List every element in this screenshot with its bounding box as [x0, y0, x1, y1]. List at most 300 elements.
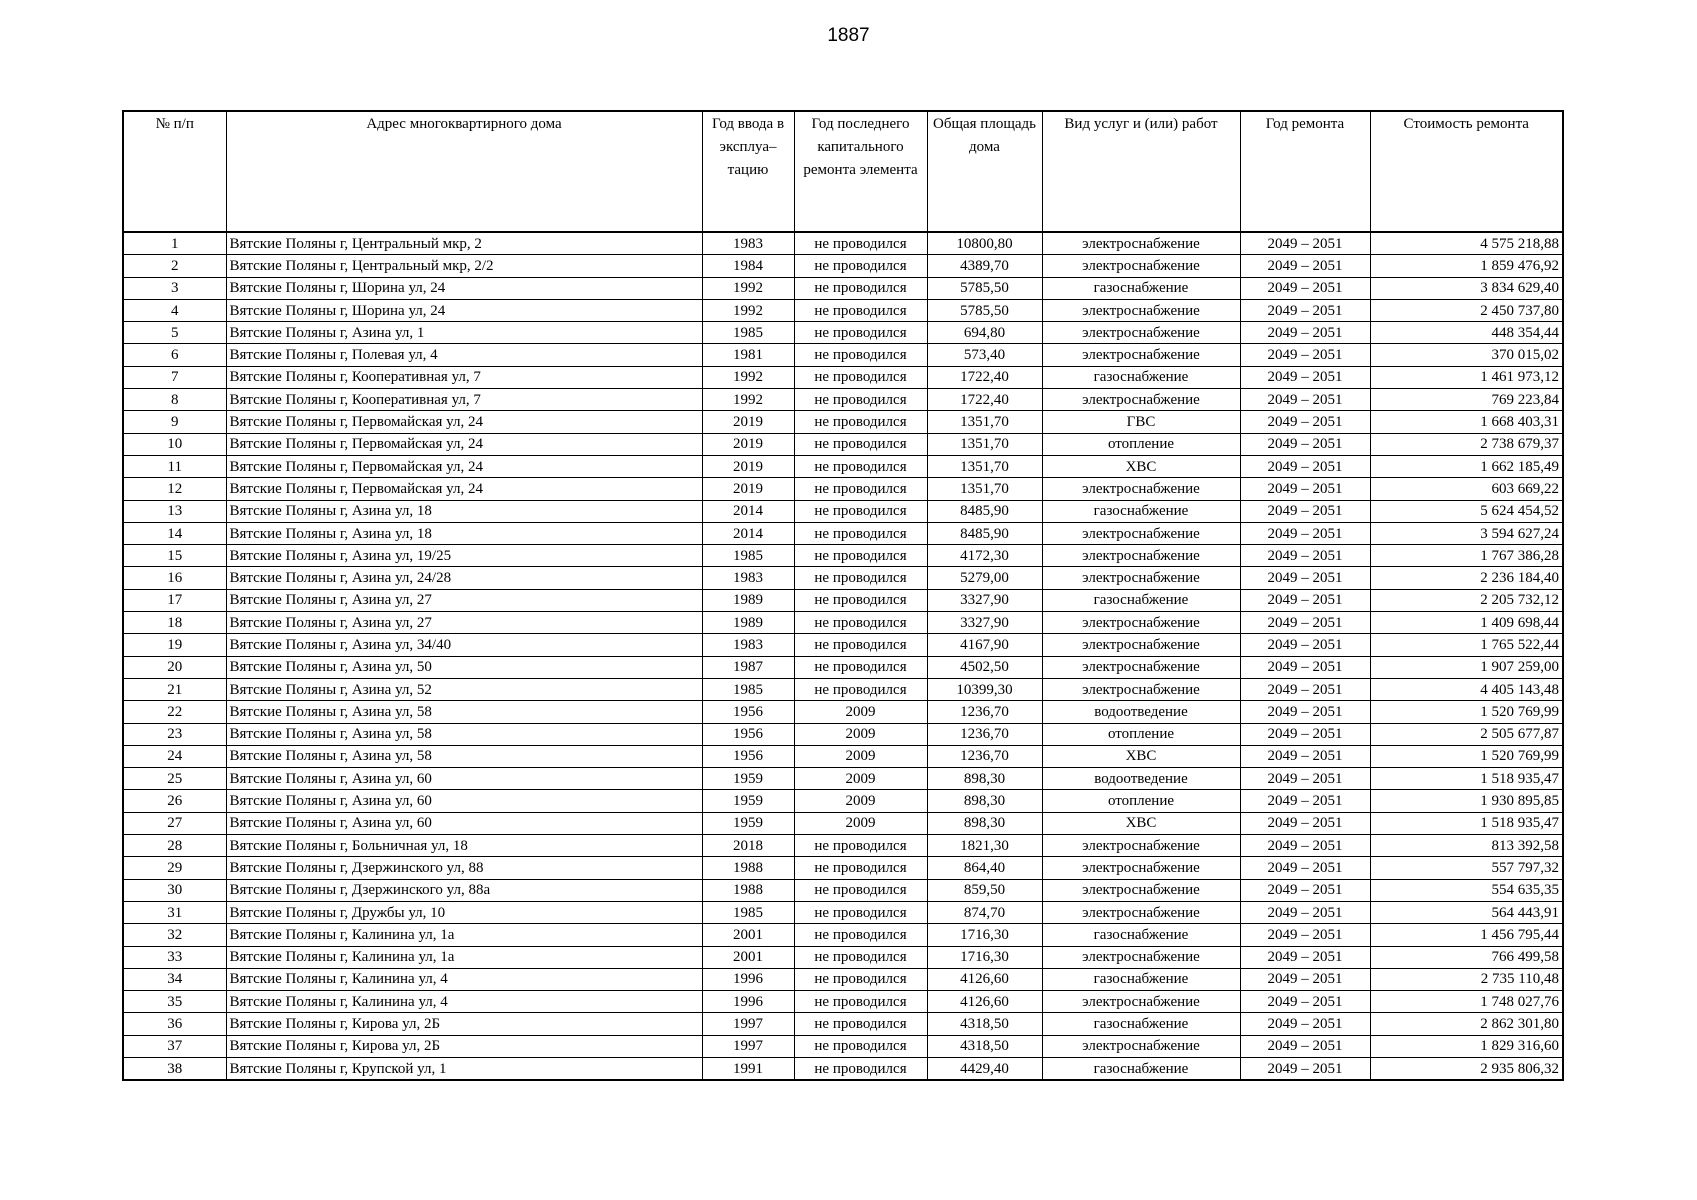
cell-address: Вятские Поляны г, Калинина ул, 4: [226, 968, 702, 990]
cell-number: 28: [123, 835, 226, 857]
cell-year-commissioned: 1987: [702, 656, 794, 678]
cell-number: 18: [123, 612, 226, 634]
cell-number: 13: [123, 500, 226, 522]
header-last-repair-year: Год последнего капитального ремонта элемента: [794, 111, 927, 232]
cell-repair-year: 2049 – 2051: [1240, 255, 1370, 277]
header-repair-year: Год ремонта: [1240, 111, 1370, 232]
cell-year-commissioned: 1959: [702, 768, 794, 790]
cell-repair-cost: 769 223,84: [1370, 389, 1563, 411]
cell-address: Вятские Поляны г, Азина ул, 58: [226, 701, 702, 723]
cell-year-commissioned: 1956: [702, 701, 794, 723]
cell-total-area: 1722,40: [927, 389, 1042, 411]
cell-number: 1: [123, 232, 226, 255]
cell-number: 33: [123, 946, 226, 968]
cell-number: 21: [123, 678, 226, 700]
cell-year-commissioned: 1989: [702, 589, 794, 611]
cell-repair-year: 2049 – 2051: [1240, 678, 1370, 700]
cell-repair-year: 2049 – 2051: [1240, 1013, 1370, 1035]
cell-address: Вятские Поляны г, Азина ул, 60: [226, 812, 702, 834]
cell-year-commissioned: 2019: [702, 478, 794, 500]
cell-service-type: ХВС: [1042, 455, 1240, 477]
cell-year-commissioned: 1985: [702, 322, 794, 344]
table-row: [123, 991, 1563, 1013]
cell-address: Вятские Поляны г, Шорина ул, 24: [226, 277, 702, 299]
cell-total-area: 10800,80: [927, 232, 1042, 255]
cell-address: Вятские Поляны г, Азина ул, 1: [226, 322, 702, 344]
table-row: [123, 790, 1563, 812]
cell-year-commissioned: 1992: [702, 366, 794, 388]
cell-repair-year: 2049 – 2051: [1240, 522, 1370, 544]
repair-schedule-table: [122, 110, 1564, 1081]
cell-last-repair-year: не проводился: [794, 968, 927, 990]
cell-year-commissioned: 1996: [702, 968, 794, 990]
cell-number: 20: [123, 656, 226, 678]
cell-last-repair-year: 2009: [794, 701, 927, 723]
cell-repair-cost: 1 518 935,47: [1370, 812, 1563, 834]
cell-year-commissioned: 2014: [702, 500, 794, 522]
cell-repair-year: 2049 – 2051: [1240, 567, 1370, 589]
cell-repair-cost: 1 456 795,44: [1370, 924, 1563, 946]
cell-address: Вятские Поляны г, Крупской ул, 1: [226, 1057, 702, 1080]
cell-repair-year: 2049 – 2051: [1240, 768, 1370, 790]
cell-repair-year: 2049 – 2051: [1240, 656, 1370, 678]
cell-last-repair-year: не проводился: [794, 1013, 927, 1035]
cell-repair-year: 2049 – 2051: [1240, 344, 1370, 366]
cell-year-commissioned: 1956: [702, 723, 794, 745]
cell-repair-year: 2049 – 2051: [1240, 500, 1370, 522]
cell-repair-cost: 1 668 403,31: [1370, 411, 1563, 433]
table-row: [123, 232, 1563, 255]
cell-service-type: электроснабжение: [1042, 1035, 1240, 1057]
cell-number: 5: [123, 322, 226, 344]
cell-year-commissioned: 1956: [702, 745, 794, 767]
cell-repair-year: 2049 – 2051: [1240, 366, 1370, 388]
cell-repair-year: 2049 – 2051: [1240, 322, 1370, 344]
cell-repair-cost: 1 662 185,49: [1370, 455, 1563, 477]
cell-number: 31: [123, 901, 226, 923]
cell-total-area: 4126,60: [927, 991, 1042, 1013]
cell-repair-cost: 4 405 143,48: [1370, 678, 1563, 700]
table-row: [123, 455, 1563, 477]
cell-total-area: 1351,70: [927, 433, 1042, 455]
cell-service-type: газоснабжение: [1042, 366, 1240, 388]
table-row: [123, 723, 1563, 745]
cell-last-repair-year: не проводился: [794, 389, 927, 411]
table-row: [123, 656, 1563, 678]
cell-repair-cost: 557 797,32: [1370, 857, 1563, 879]
cell-number: 36: [123, 1013, 226, 1035]
cell-address: Вятские Поляны г, Кирова ул, 2Б: [226, 1035, 702, 1057]
table-header: [123, 111, 1563, 232]
cell-last-repair-year: не проводился: [794, 366, 927, 388]
table-row: [123, 500, 1563, 522]
cell-number: 32: [123, 924, 226, 946]
cell-total-area: 573,40: [927, 344, 1042, 366]
cell-repair-cost: 2 735 110,48: [1370, 968, 1563, 990]
cell-total-area: 874,70: [927, 901, 1042, 923]
cell-year-commissioned: 1983: [702, 634, 794, 656]
cell-repair-year: 2049 – 2051: [1240, 589, 1370, 611]
table-row: [123, 567, 1563, 589]
cell-total-area: 1351,70: [927, 411, 1042, 433]
cell-last-repair-year: не проводился: [794, 322, 927, 344]
cell-year-commissioned: 1997: [702, 1013, 794, 1035]
cell-service-type: электроснабжение: [1042, 522, 1240, 544]
cell-repair-cost: 1 907 259,00: [1370, 656, 1563, 678]
cell-number: 10: [123, 433, 226, 455]
cell-last-repair-year: 2009: [794, 768, 927, 790]
cell-address: Вятские Поляны г, Кирова ул, 2Б: [226, 1013, 702, 1035]
cell-address: Вятские Поляны г, Дружбы ул, 10: [226, 901, 702, 923]
cell-number: 12: [123, 478, 226, 500]
cell-last-repair-year: не проводился: [794, 634, 927, 656]
cell-address: Вятские Поляны г, Азина ул, 24/28: [226, 567, 702, 589]
cell-total-area: 4389,70: [927, 255, 1042, 277]
cell-repair-year: 2049 – 2051: [1240, 634, 1370, 656]
cell-last-repair-year: не проводился: [794, 1035, 927, 1057]
table-row: [123, 678, 1563, 700]
cell-address: Вятские Поляны г, Кооперативная ул, 7: [226, 389, 702, 411]
cell-service-type: ГВС: [1042, 411, 1240, 433]
cell-year-commissioned: 1981: [702, 344, 794, 366]
table-row: [123, 901, 1563, 923]
table-row: [123, 299, 1563, 321]
cell-repair-year: 2049 – 2051: [1240, 879, 1370, 901]
cell-repair-year: 2049 – 2051: [1240, 790, 1370, 812]
cell-last-repair-year: не проводился: [794, 946, 927, 968]
cell-service-type: электроснабжение: [1042, 991, 1240, 1013]
cell-total-area: 1722,40: [927, 366, 1042, 388]
cell-address: Вятские Поляны г, Кооперативная ул, 7: [226, 366, 702, 388]
cell-repair-cost: 3 594 627,24: [1370, 522, 1563, 544]
cell-address: Вятские Поляны г, Первомайская ул, 24: [226, 455, 702, 477]
cell-repair-year: 2049 – 2051: [1240, 924, 1370, 946]
table-row: [123, 433, 1563, 455]
cell-repair-cost: 4 575 218,88: [1370, 232, 1563, 255]
table-row: [123, 344, 1563, 366]
cell-last-repair-year: 2009: [794, 790, 927, 812]
cell-address: Вятские Поляны г, Полевая ул, 4: [226, 344, 702, 366]
cell-address: Вятские Поляны г, Шорина ул, 24: [226, 299, 702, 321]
cell-year-commissioned: 2019: [702, 411, 794, 433]
cell-total-area: 4126,60: [927, 968, 1042, 990]
cell-number: 24: [123, 745, 226, 767]
cell-service-type: электроснабжение: [1042, 478, 1240, 500]
cell-repair-year: 2049 – 2051: [1240, 991, 1370, 1013]
cell-repair-cost: 1 520 769,99: [1370, 701, 1563, 723]
cell-number: 8: [123, 389, 226, 411]
cell-last-repair-year: не проводился: [794, 500, 927, 522]
cell-total-area: 898,30: [927, 790, 1042, 812]
cell-service-type: газоснабжение: [1042, 1013, 1240, 1035]
cell-last-repair-year: не проводился: [794, 545, 927, 567]
cell-number: 7: [123, 366, 226, 388]
cell-address: Вятские Поляны г, Азина ул, 58: [226, 723, 702, 745]
cell-last-repair-year: не проводился: [794, 879, 927, 901]
cell-last-repair-year: не проводился: [794, 255, 927, 277]
header-service-type: Вид услуг и (или) работ: [1042, 111, 1240, 232]
cell-repair-year: 2049 – 2051: [1240, 478, 1370, 500]
cell-service-type: электроснабжение: [1042, 389, 1240, 411]
header-address: Адрес многоквартирного дома: [226, 111, 702, 232]
cell-repair-year: 2049 – 2051: [1240, 901, 1370, 923]
cell-service-type: газоснабжение: [1042, 1057, 1240, 1080]
cell-year-commissioned: 1959: [702, 790, 794, 812]
cell-last-repair-year: не проводился: [794, 567, 927, 589]
cell-number: 23: [123, 723, 226, 745]
cell-last-repair-year: не проводился: [794, 991, 927, 1013]
cell-repair-cost: 1 520 769,99: [1370, 745, 1563, 767]
cell-total-area: 3327,90: [927, 589, 1042, 611]
table-row: [123, 745, 1563, 767]
cell-repair-cost: 448 354,44: [1370, 322, 1563, 344]
cell-last-repair-year: не проводился: [794, 455, 927, 477]
cell-number: 16: [123, 567, 226, 589]
table-row: [123, 701, 1563, 723]
cell-total-area: 5785,50: [927, 299, 1042, 321]
cell-address: Вятские Поляны г, Азина ул, 27: [226, 589, 702, 611]
cell-number: 19: [123, 634, 226, 656]
cell-year-commissioned: 1985: [702, 545, 794, 567]
cell-repair-cost: 3 834 629,40: [1370, 277, 1563, 299]
cell-year-commissioned: 1989: [702, 612, 794, 634]
cell-service-type: газоснабжение: [1042, 500, 1240, 522]
cell-number: 22: [123, 701, 226, 723]
cell-number: 2: [123, 255, 226, 277]
cell-address: Вятские Поляны г, Азина ул, 58: [226, 745, 702, 767]
cell-service-type: электроснабжение: [1042, 232, 1240, 255]
cell-repair-cost: 1 765 522,44: [1370, 634, 1563, 656]
cell-number: 34: [123, 968, 226, 990]
cell-year-commissioned: 1992: [702, 277, 794, 299]
cell-service-type: электроснабжение: [1042, 656, 1240, 678]
cell-total-area: 3327,90: [927, 612, 1042, 634]
table-row: [123, 768, 1563, 790]
table-row: [123, 946, 1563, 968]
cell-number: 4: [123, 299, 226, 321]
cell-service-type: электроснабжение: [1042, 835, 1240, 857]
cell-total-area: 864,40: [927, 857, 1042, 879]
cell-repair-year: 2049 – 2051: [1240, 299, 1370, 321]
cell-address: Вятские Поляны г, Первомайская ул, 24: [226, 411, 702, 433]
cell-number: 37: [123, 1035, 226, 1057]
cell-address: Вятские Поляны г, Калинина ул, 1а: [226, 924, 702, 946]
table-row: [123, 835, 1563, 857]
cell-year-commissioned: 1984: [702, 255, 794, 277]
table-row: [123, 634, 1563, 656]
cell-address: Вятские Поляны г, Азина ул, 60: [226, 790, 702, 812]
cell-number: 6: [123, 344, 226, 366]
cell-number: 27: [123, 812, 226, 834]
cell-year-commissioned: 2019: [702, 433, 794, 455]
cell-total-area: 4502,50: [927, 656, 1042, 678]
table-row: [123, 879, 1563, 901]
cell-last-repair-year: не проводился: [794, 835, 927, 857]
cell-total-area: 1716,30: [927, 924, 1042, 946]
cell-repair-cost: 2 505 677,87: [1370, 723, 1563, 745]
cell-repair-year: 2049 – 2051: [1240, 946, 1370, 968]
cell-address: Вятские Поляны г, Дзержинского ул, 88а: [226, 879, 702, 901]
cell-repair-cost: 813 392,58: [1370, 835, 1563, 857]
cell-address: Вятские Поляны г, Азина ул, 60: [226, 768, 702, 790]
cell-repair-cost: 1 748 027,76: [1370, 991, 1563, 1013]
cell-year-commissioned: 1992: [702, 299, 794, 321]
cell-address: Вятские Поляны г, Азина ул, 27: [226, 612, 702, 634]
cell-last-repair-year: не проводился: [794, 299, 927, 321]
cell-service-type: электроснабжение: [1042, 678, 1240, 700]
cell-address: Вятские Поляны г, Азина ул, 19/25: [226, 545, 702, 567]
cell-last-repair-year: не проводился: [794, 656, 927, 678]
cell-number: 17: [123, 589, 226, 611]
table-row: [123, 322, 1563, 344]
cell-repair-cost: 5 624 454,52: [1370, 500, 1563, 522]
cell-repair-cost: 2 862 301,80: [1370, 1013, 1563, 1035]
cell-repair-year: 2049 – 2051: [1240, 389, 1370, 411]
cell-service-type: ХВС: [1042, 745, 1240, 767]
cell-address: Вятские Поляны г, Азина ул, 18: [226, 522, 702, 544]
cell-repair-year: 2049 – 2051: [1240, 545, 1370, 567]
cell-last-repair-year: 2009: [794, 723, 927, 745]
cell-repair-year: 2049 – 2051: [1240, 433, 1370, 455]
page-number: 1887: [827, 25, 870, 46]
cell-address: Вятские Поляны г, Центральный мкр, 2: [226, 232, 702, 255]
cell-last-repair-year: не проводился: [794, 522, 927, 544]
cell-repair-cost: 2 935 806,32: [1370, 1057, 1563, 1080]
cell-repair-year: 2049 – 2051: [1240, 857, 1370, 879]
header-row: [123, 111, 1563, 232]
cell-number: 35: [123, 991, 226, 1013]
cell-service-type: электроснабжение: [1042, 857, 1240, 879]
table-body: [123, 232, 1563, 1080]
table-row: [123, 478, 1563, 500]
cell-last-repair-year: не проводился: [794, 344, 927, 366]
cell-service-type: газоснабжение: [1042, 924, 1240, 946]
cell-last-repair-year: не проводился: [794, 433, 927, 455]
cell-service-type: газоснабжение: [1042, 277, 1240, 299]
cell-last-repair-year: не проводился: [794, 277, 927, 299]
cell-number: 29: [123, 857, 226, 879]
cell-service-type: электроснабжение: [1042, 344, 1240, 366]
table-row: [123, 812, 1563, 834]
table-row: [123, 612, 1563, 634]
cell-repair-year: 2049 – 2051: [1240, 411, 1370, 433]
cell-total-area: 1351,70: [927, 478, 1042, 500]
cell-year-commissioned: 1988: [702, 879, 794, 901]
cell-repair-cost: 1 461 973,12: [1370, 366, 1563, 388]
cell-last-repair-year: не проводился: [794, 478, 927, 500]
cell-service-type: электроснабжение: [1042, 322, 1240, 344]
cell-service-type: электроснабжение: [1042, 612, 1240, 634]
table-row: [123, 924, 1563, 946]
cell-service-type: электроснабжение: [1042, 901, 1240, 923]
table-row: [123, 522, 1563, 544]
cell-year-commissioned: 1997: [702, 1035, 794, 1057]
cell-service-type: электроснабжение: [1042, 946, 1240, 968]
cell-repair-cost: 1 829 316,60: [1370, 1035, 1563, 1057]
cell-repair-cost: 370 015,02: [1370, 344, 1563, 366]
cell-last-repair-year: 2009: [794, 745, 927, 767]
table-row: [123, 389, 1563, 411]
cell-address: Вятские Поляны г, Дзержинского ул, 88: [226, 857, 702, 879]
cell-year-commissioned: 1988: [702, 857, 794, 879]
cell-number: 14: [123, 522, 226, 544]
cell-repair-cost: 2 205 732,12: [1370, 589, 1563, 611]
cell-total-area: 898,30: [927, 812, 1042, 834]
cell-year-commissioned: 1985: [702, 678, 794, 700]
cell-last-repair-year: не проводился: [794, 612, 927, 634]
cell-total-area: 4429,40: [927, 1057, 1042, 1080]
table-row: [123, 255, 1563, 277]
cell-year-commissioned: 2014: [702, 522, 794, 544]
table-row: [123, 411, 1563, 433]
header-year-commissioned: Год ввода в эксплуа– тацию: [702, 111, 794, 232]
cell-address: Вятские Поляны г, Первомайская ул, 24: [226, 478, 702, 500]
cell-repair-cost: 1 859 476,92: [1370, 255, 1563, 277]
cell-repair-cost: 564 443,91: [1370, 901, 1563, 923]
cell-repair-year: 2049 – 2051: [1240, 723, 1370, 745]
cell-service-type: электроснабжение: [1042, 879, 1240, 901]
cell-address: Вятские Поляны г, Азина ул, 18: [226, 500, 702, 522]
cell-total-area: 859,50: [927, 879, 1042, 901]
cell-total-area: 898,30: [927, 768, 1042, 790]
cell-service-type: отопление: [1042, 790, 1240, 812]
cell-repair-cost: 1 518 935,47: [1370, 768, 1563, 790]
cell-repair-cost: 2 236 184,40: [1370, 567, 1563, 589]
cell-repair-year: 2049 – 2051: [1240, 612, 1370, 634]
cell-year-commissioned: 1983: [702, 567, 794, 589]
cell-number: 9: [123, 411, 226, 433]
cell-repair-cost: 1 409 698,44: [1370, 612, 1563, 634]
cell-repair-year: 2049 – 2051: [1240, 745, 1370, 767]
cell-service-type: электроснабжение: [1042, 299, 1240, 321]
cell-service-type: электроснабжение: [1042, 545, 1240, 567]
cell-last-repair-year: 2009: [794, 812, 927, 834]
cell-service-type: отопление: [1042, 723, 1240, 745]
cell-year-commissioned: 1996: [702, 991, 794, 1013]
cell-year-commissioned: 2018: [702, 835, 794, 857]
cell-total-area: 1716,30: [927, 946, 1042, 968]
cell-total-area: 10399,30: [927, 678, 1042, 700]
cell-total-area: 5785,50: [927, 277, 1042, 299]
cell-service-type: электроснабжение: [1042, 567, 1240, 589]
cell-year-commissioned: 1992: [702, 389, 794, 411]
cell-last-repair-year: не проводился: [794, 924, 927, 946]
cell-total-area: 4318,50: [927, 1035, 1042, 1057]
cell-number: 30: [123, 879, 226, 901]
cell-repair-cost: 1 930 895,85: [1370, 790, 1563, 812]
cell-last-repair-year: не проводился: [794, 857, 927, 879]
cell-repair-year: 2049 – 2051: [1240, 455, 1370, 477]
cell-repair-cost: 1 767 386,28: [1370, 545, 1563, 567]
cell-service-type: отопление: [1042, 433, 1240, 455]
cell-repair-year: 2049 – 2051: [1240, 968, 1370, 990]
cell-service-type: газоснабжение: [1042, 968, 1240, 990]
table-row: [123, 589, 1563, 611]
cell-last-repair-year: не проводился: [794, 232, 927, 255]
cell-repair-year: 2049 – 2051: [1240, 277, 1370, 299]
table-row: [123, 857, 1563, 879]
cell-year-commissioned: 2001: [702, 946, 794, 968]
cell-last-repair-year: не проводился: [794, 678, 927, 700]
cell-year-commissioned: 2019: [702, 455, 794, 477]
cell-total-area: 1821,30: [927, 835, 1042, 857]
cell-repair-year: 2049 – 2051: [1240, 812, 1370, 834]
cell-total-area: 4318,50: [927, 1013, 1042, 1035]
cell-year-commissioned: 2001: [702, 924, 794, 946]
cell-last-repair-year: не проводился: [794, 589, 927, 611]
cell-service-type: водоотведение: [1042, 768, 1240, 790]
cell-year-commissioned: 1985: [702, 901, 794, 923]
